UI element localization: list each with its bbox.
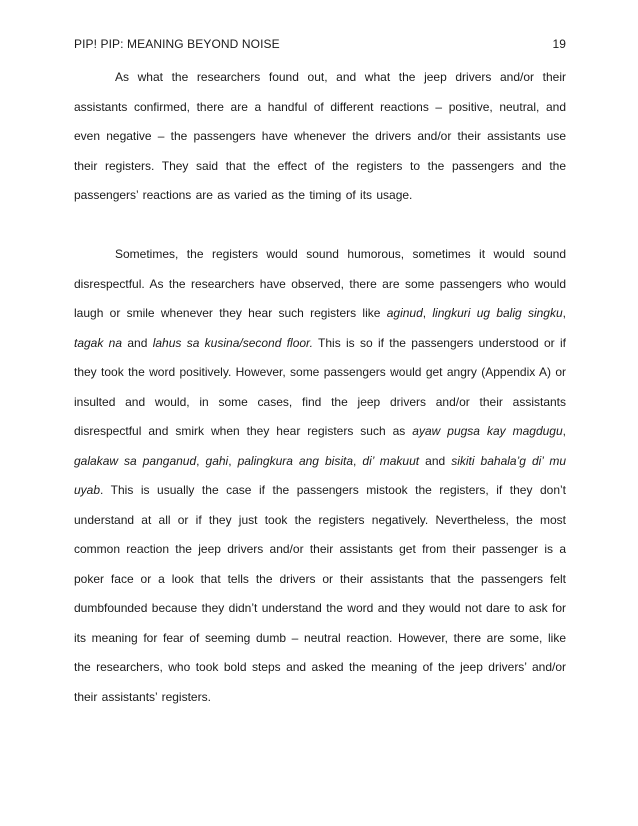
register-term: palingkura ang bisita (237, 453, 354, 468)
paragraph-1 (74, 63, 566, 211)
register-term: lahus sa kusina/second floor. (152, 335, 313, 350)
text-run: This is so if the passengers understood or if they took the word positively. However, some passengers would get angry (Appendix A) or insulted and would, in some cases, find the jeep drivers and/or their assistants disrespectful and smirk when they hear registers such as (74, 335, 566, 438)
register-term: lingkuri ug balig singku (432, 306, 563, 320)
text-run: , (562, 306, 566, 320)
register-term: di’ makuut (362, 453, 420, 468)
text-run: , (196, 453, 206, 468)
running-head-title: PIP! PIP: MEANING BEYOND NOISE (74, 37, 280, 51)
body-text (74, 63, 566, 712)
register-term: sikiti bahala’g di’ mu uyab (74, 453, 566, 497)
paragraph-2 (74, 240, 566, 712)
text-run: and (122, 335, 153, 350)
register-term: aginud (386, 306, 423, 320)
text-run: , (562, 424, 566, 438)
text-run: , (422, 306, 433, 320)
register-term: gahi (205, 453, 229, 468)
text-run: As what the researchers found out, and what the jeep drivers and/or their assistants confirmed, there are a handful of different reactions – positive, neutral, and even negative – the passengers have whenever the drivers and/or their assistants use their registers. They said that the effect of the registers to the passengers and the passengers’ reactions are as varied as the timing of its usage. (74, 70, 566, 202)
text-run: , (228, 453, 238, 468)
register-term: ayaw pugsa kay magdugu (412, 424, 563, 438)
register-term: tagak na (74, 335, 123, 350)
text-run: and (419, 453, 452, 468)
text-run: . This is usually the case if the passengers mistook the registers, if they don’t understand at all or if they just took the registers negatively. Nevertheless, the most common reaction the jeep drivers and/or their assistants get from their passenger is a poker face or a look that tells the drivers or their assistants that the passengers felt dumbfounded because they didn’t understand the word and they would not dare to ask for its meaning for fear of seeming dumb – neutral reaction. However, there are some, like the researchers, who took bold steps and asked the meaning of the jeep drivers’ and/or their assistants’ registers. (74, 483, 566, 704)
text-run: Sometimes, the registers would sound humorous, sometimes it would sound disrespectful. As the researchers have observed, there are some passengers who would laugh or smile whenever they hear such registers like (74, 247, 566, 320)
register-term: galakaw sa panganud (74, 453, 197, 468)
running-head (74, 34, 566, 54)
page-number: 19 (552, 37, 566, 51)
text-run: , (353, 453, 363, 468)
